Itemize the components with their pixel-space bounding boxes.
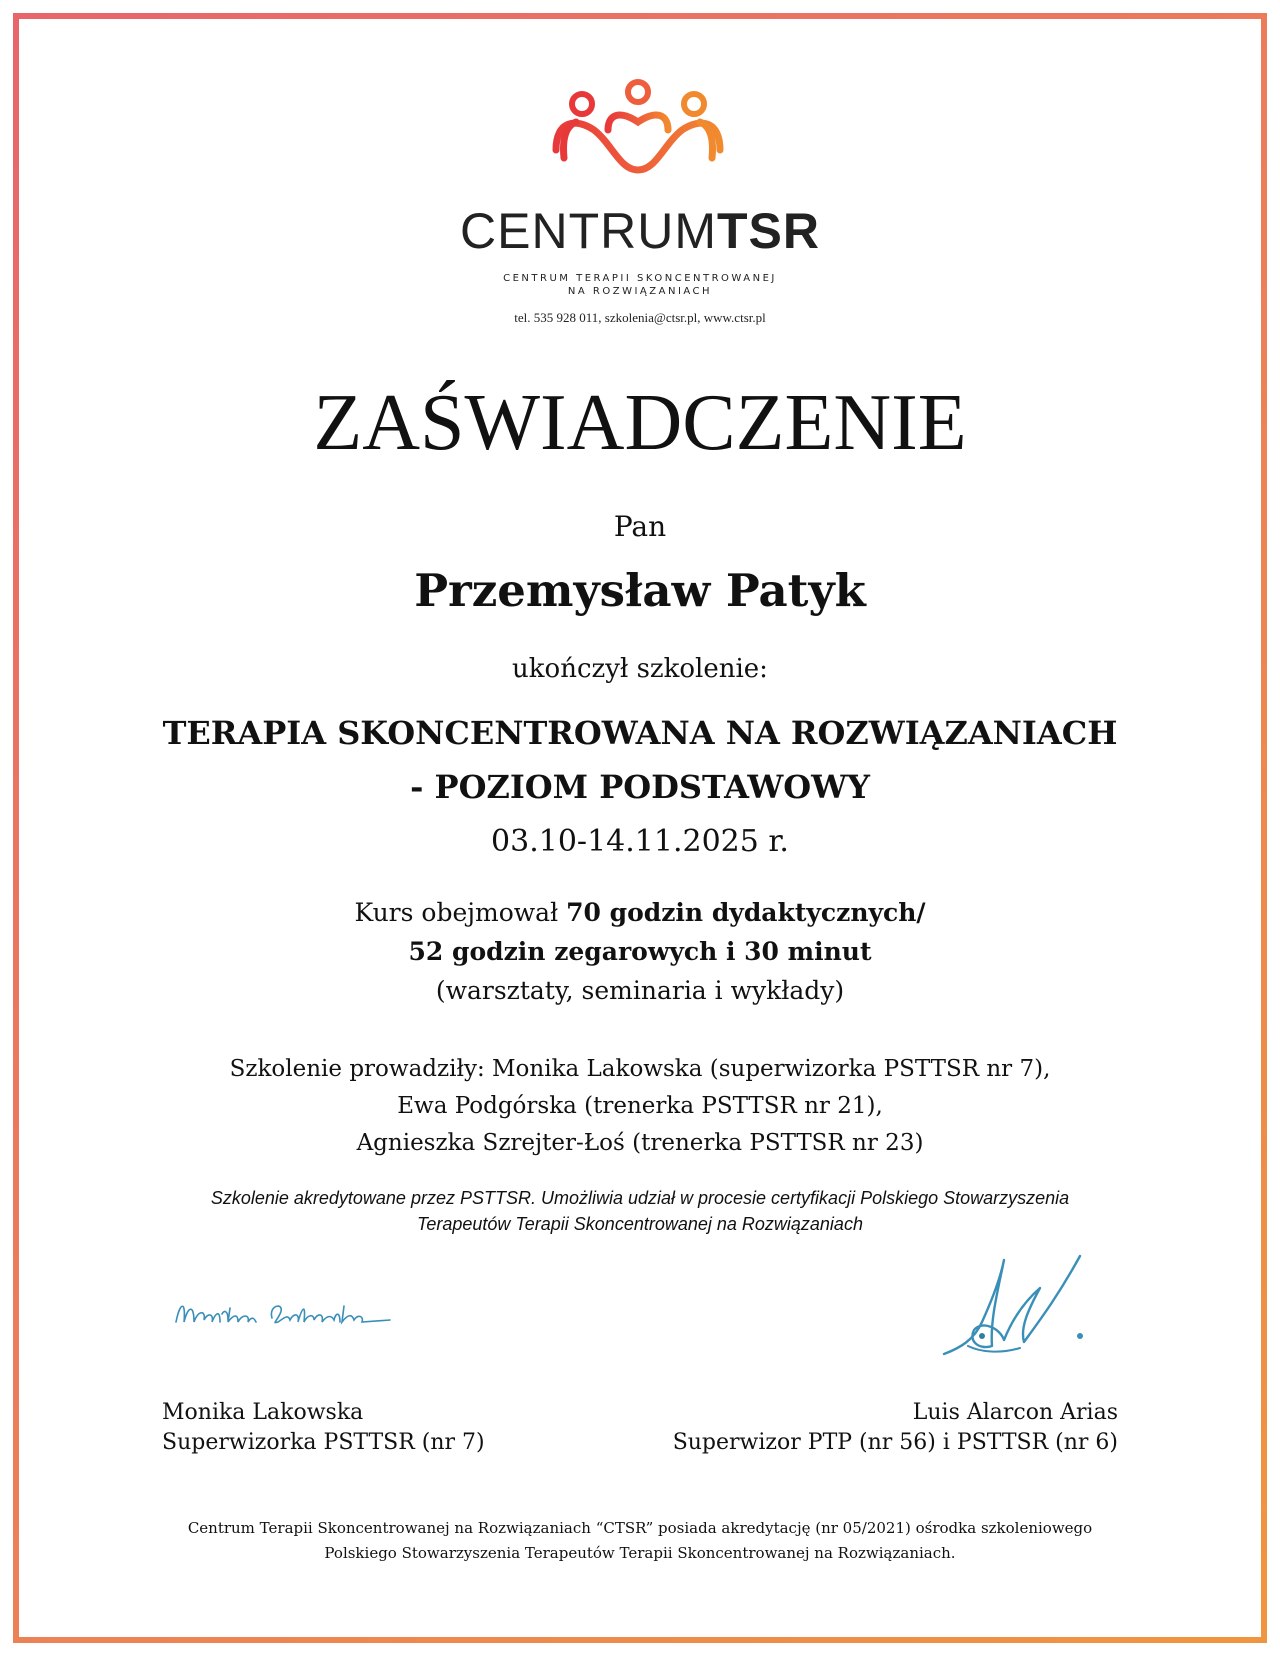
certificate-title: ZAŚWIADCZENIE (313, 379, 967, 467)
signer-right-role: Superwizor PTP (nr 56) i PSTTSR (nr 6) (672, 1430, 1118, 1455)
signer-right (673, 1398, 1118, 1458)
brand-name-bold: TSR (716, 203, 820, 259)
course-title-line-1: TERAPIA SKONCENTROWANA NA ROZWIĄZANIACH (162, 714, 1118, 752)
course-title-line-2: - POZIOM PODSTAWOWY (410, 768, 870, 806)
hours-line-2 (0, 937, 1280, 966)
brand-tagline-1: CENTRUM TERAPII SKONCENTROWANEJ (503, 273, 777, 284)
footer-line-1: Centrum Terapii Skoncentrowanej na Rozwiązaniach “CTSR” posiada akredytację (nr 05/2021) ośrodka szkoleniowego (187, 1519, 1093, 1537)
signer-left-role: Superwizorka PSTTSR (nr 7) (162, 1430, 485, 1455)
signer-right-name: Luis Alarcon Arias (912, 1400, 1118, 1425)
course-dates: 03.10-14.11.2025 r. (491, 824, 789, 859)
brand-name-light: CENTRUM (460, 203, 717, 259)
completed-text: ukończył szkolenie: (512, 654, 768, 684)
hours-line-1 (0, 898, 1280, 927)
hours-clock: 52 godzin zegarowych i 30 minut (408, 937, 872, 966)
hours-didactic: 70 godzin dydaktycznych/ (566, 898, 926, 927)
trainers-line-1: Szkolenie prowadziły: Monika Lakowska (superwizorka PSTTSR nr 7), (229, 1056, 1051, 1082)
signer-left (162, 1398, 485, 1458)
trainers-line-3: Agnieszka Szrejter-Łoś (trenerka PSTTSR nr 23) (356, 1130, 924, 1156)
recipient-name: Przemysław Patyk (414, 564, 866, 617)
contact-info: tel. 535 928 011, szkolenia@ctsr.pl, www.ctsr.pl (514, 310, 766, 325)
signature-left-icon (168, 1288, 408, 1338)
ctsr-logo-icon (548, 78, 728, 178)
signer-left-name: Monika Lakowska (162, 1400, 364, 1425)
accreditation-line-2: Terapeutów Terapii Skoncentrowanej na Rozwiązaniach (417, 1214, 863, 1234)
hours-prefix: Kurs obejmował (354, 898, 567, 927)
brand-name (0, 202, 1280, 260)
trainers-line-2: Ewa Podgórska (trenerka PSTTSR nr 21), (397, 1093, 883, 1119)
brand-tagline-2: NA ROZWIĄZANIACH (567, 286, 713, 297)
accreditation-line-1: Szkolenie akredytowane przez PSTTSR. Umożliwia udział w procesie certyfikacji Polskiego Stowarzyszenia (210, 1188, 1070, 1208)
salutation: Pan (613, 510, 667, 543)
hours-note: (warsztaty, seminaria i wykłady) (435, 976, 845, 1005)
signature-right-icon (940, 1250, 1100, 1360)
footer-line-2: Polskiego Stowarzyszenia Terapeutów Terapii Skoncentrowanej na Rozwiązaniach. (324, 1544, 956, 1562)
